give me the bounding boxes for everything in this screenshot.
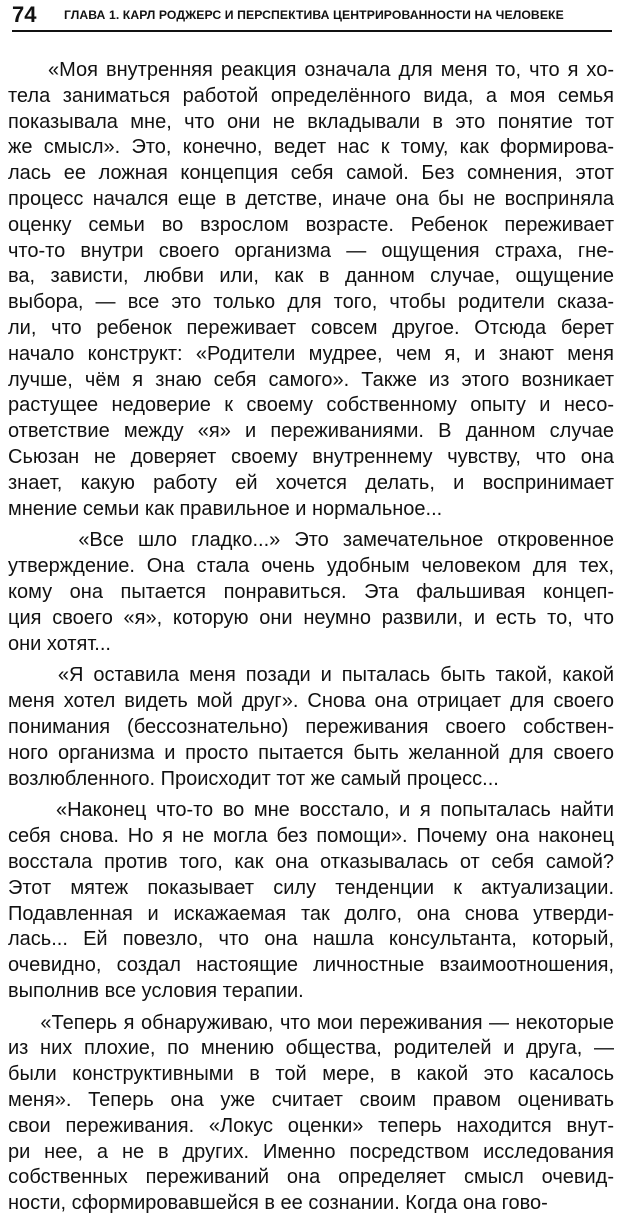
text-line: «Наконец что-то во мне восстало, и я попыталась найти bbox=[8, 799, 614, 822]
text-line: процесс начался еще в детстве, иначе она бы не восприняла bbox=[8, 187, 614, 210]
text-line: лучше, чём я знаю себя самого». Также из этого возникает bbox=[8, 368, 614, 391]
text-line: тела заниматься работой определённого вида, а моя семья bbox=[8, 84, 614, 107]
text-line: «Все шло гладко...» Это замечательное откровенное bbox=[8, 529, 614, 552]
text-line: очевидно, создал настоящие личностные взаимоотношения, bbox=[8, 954, 614, 977]
paragraph bbox=[8, 1011, 614, 1217]
text-line: ция своего «я», которую они неумно развили, и есть то, что bbox=[8, 606, 614, 629]
text-line: собственных переживаний она определяет смысл очевид- bbox=[8, 1166, 614, 1189]
text-line: лась ее ложная концепция себя самой. Без сомнения, этот bbox=[8, 162, 614, 185]
paragraph bbox=[8, 58, 614, 522]
text-line: показывала мне, что они не вкладывали в это понятие тот bbox=[8, 110, 614, 133]
paragraph bbox=[8, 798, 614, 1004]
text-line: ри нее, а не в других. Именно посредством исследования bbox=[8, 1140, 614, 1163]
text-line: выбора, — все это только для того, чтобы родители сказа- bbox=[8, 291, 614, 314]
paragraph bbox=[8, 528, 614, 657]
text-line: себя снова. Но я не могла без помощи». Почему она наконец bbox=[8, 825, 614, 848]
text-line: они хотят... bbox=[8, 632, 111, 655]
text-line: «Я оставила меня позади и пыталась быть такой, какой bbox=[8, 664, 614, 687]
text-line: начало конструкт: «Родители мудрее, чем я, и знают меня bbox=[8, 342, 614, 365]
text-line: ва, зависти, любви или, как в данном случае, ощущение bbox=[8, 265, 614, 288]
text-line: понимания (бессознательно) переживания своего собствен- bbox=[8, 715, 614, 738]
text-line: же смысл». Это, конечно, ведет нас к тому, как формирова- bbox=[8, 136, 614, 159]
text-line: ответствие между «я» и переживаниями. В данном случае bbox=[8, 420, 614, 443]
text-line: возлюбленного. Происходит тот же самый процесс... bbox=[8, 767, 499, 790]
page-number: 74 bbox=[12, 2, 37, 27]
text-line: свои переживания. «Локус оценки» теперь находится внут- bbox=[8, 1114, 614, 1137]
text-line: восстала против того, как она отказывалась от себя самой? bbox=[8, 850, 614, 873]
text-line: что-то внутри своего организма — ощущения страха, гне- bbox=[8, 239, 614, 262]
text-line: выполнив все условия терапии. bbox=[8, 979, 304, 1002]
text-line: оценку семьи во взрослом возрасте. Ребенок переживает bbox=[8, 213, 614, 236]
text-line: «Теперь я обнаруживаю, что мои переживания — некоторые bbox=[8, 1011, 614, 1034]
body-text bbox=[8, 58, 614, 1217]
text-line: были конструктивными в той мере, в какой это касалось bbox=[8, 1063, 614, 1086]
running-title: ГЛАВА 1. КАРЛ РОДЖЕРС И ПЕРСПЕКТИВА ЦЕНТРИРОВАННОСТИ НА ЧЕЛОВЕКЕ bbox=[64, 8, 564, 22]
text-line: мнение семьи как правильное и нормальное... bbox=[8, 497, 443, 520]
text-line: ли, что ребенок переживает совсем другое. Отсюда берет bbox=[8, 316, 614, 339]
text-line: лась... Ей повезло, что она нашла консультанта, который, bbox=[8, 928, 614, 951]
text-line: ного организма и просто пытается быть желанной для своего bbox=[8, 741, 614, 764]
text-line: знает, какую работу ей хочется делать, и воспринимает bbox=[8, 471, 614, 494]
paragraph bbox=[8, 663, 614, 792]
text-line: кому она пытается понравиться. Эта фальшивая концеп- bbox=[8, 580, 614, 603]
text-line: меня». Теперь она уже считает своим правом оценивать bbox=[8, 1089, 614, 1112]
text-line: Этот мятеж показывает силу тенденции к актуализации. bbox=[8, 876, 614, 899]
text-line: «Моя внутренняя реакция означала для меня то, что я хо- bbox=[8, 59, 614, 81]
text-line: утверждение. Она стала очень удобным человеком для тех, bbox=[8, 555, 614, 578]
text-line: растущее недоверие к своему собственному опыту и несо- bbox=[8, 394, 614, 417]
text-line: Сьюзан не доверяет своему внутреннему чувству, что она bbox=[8, 445, 614, 468]
text-line: из них плохие, по мнению общества, родителей и друга, — bbox=[8, 1037, 614, 1060]
page-header bbox=[12, 2, 612, 32]
text-line: меня хотел видеть мой друг». Снова она отрицает для своего bbox=[8, 690, 614, 713]
text-line: ности, сформировавшейся в ее сознании. Когда она гово- bbox=[8, 1192, 548, 1215]
text-line: Подавленная и искажаемая так долго, она снова утверди- bbox=[8, 902, 614, 925]
